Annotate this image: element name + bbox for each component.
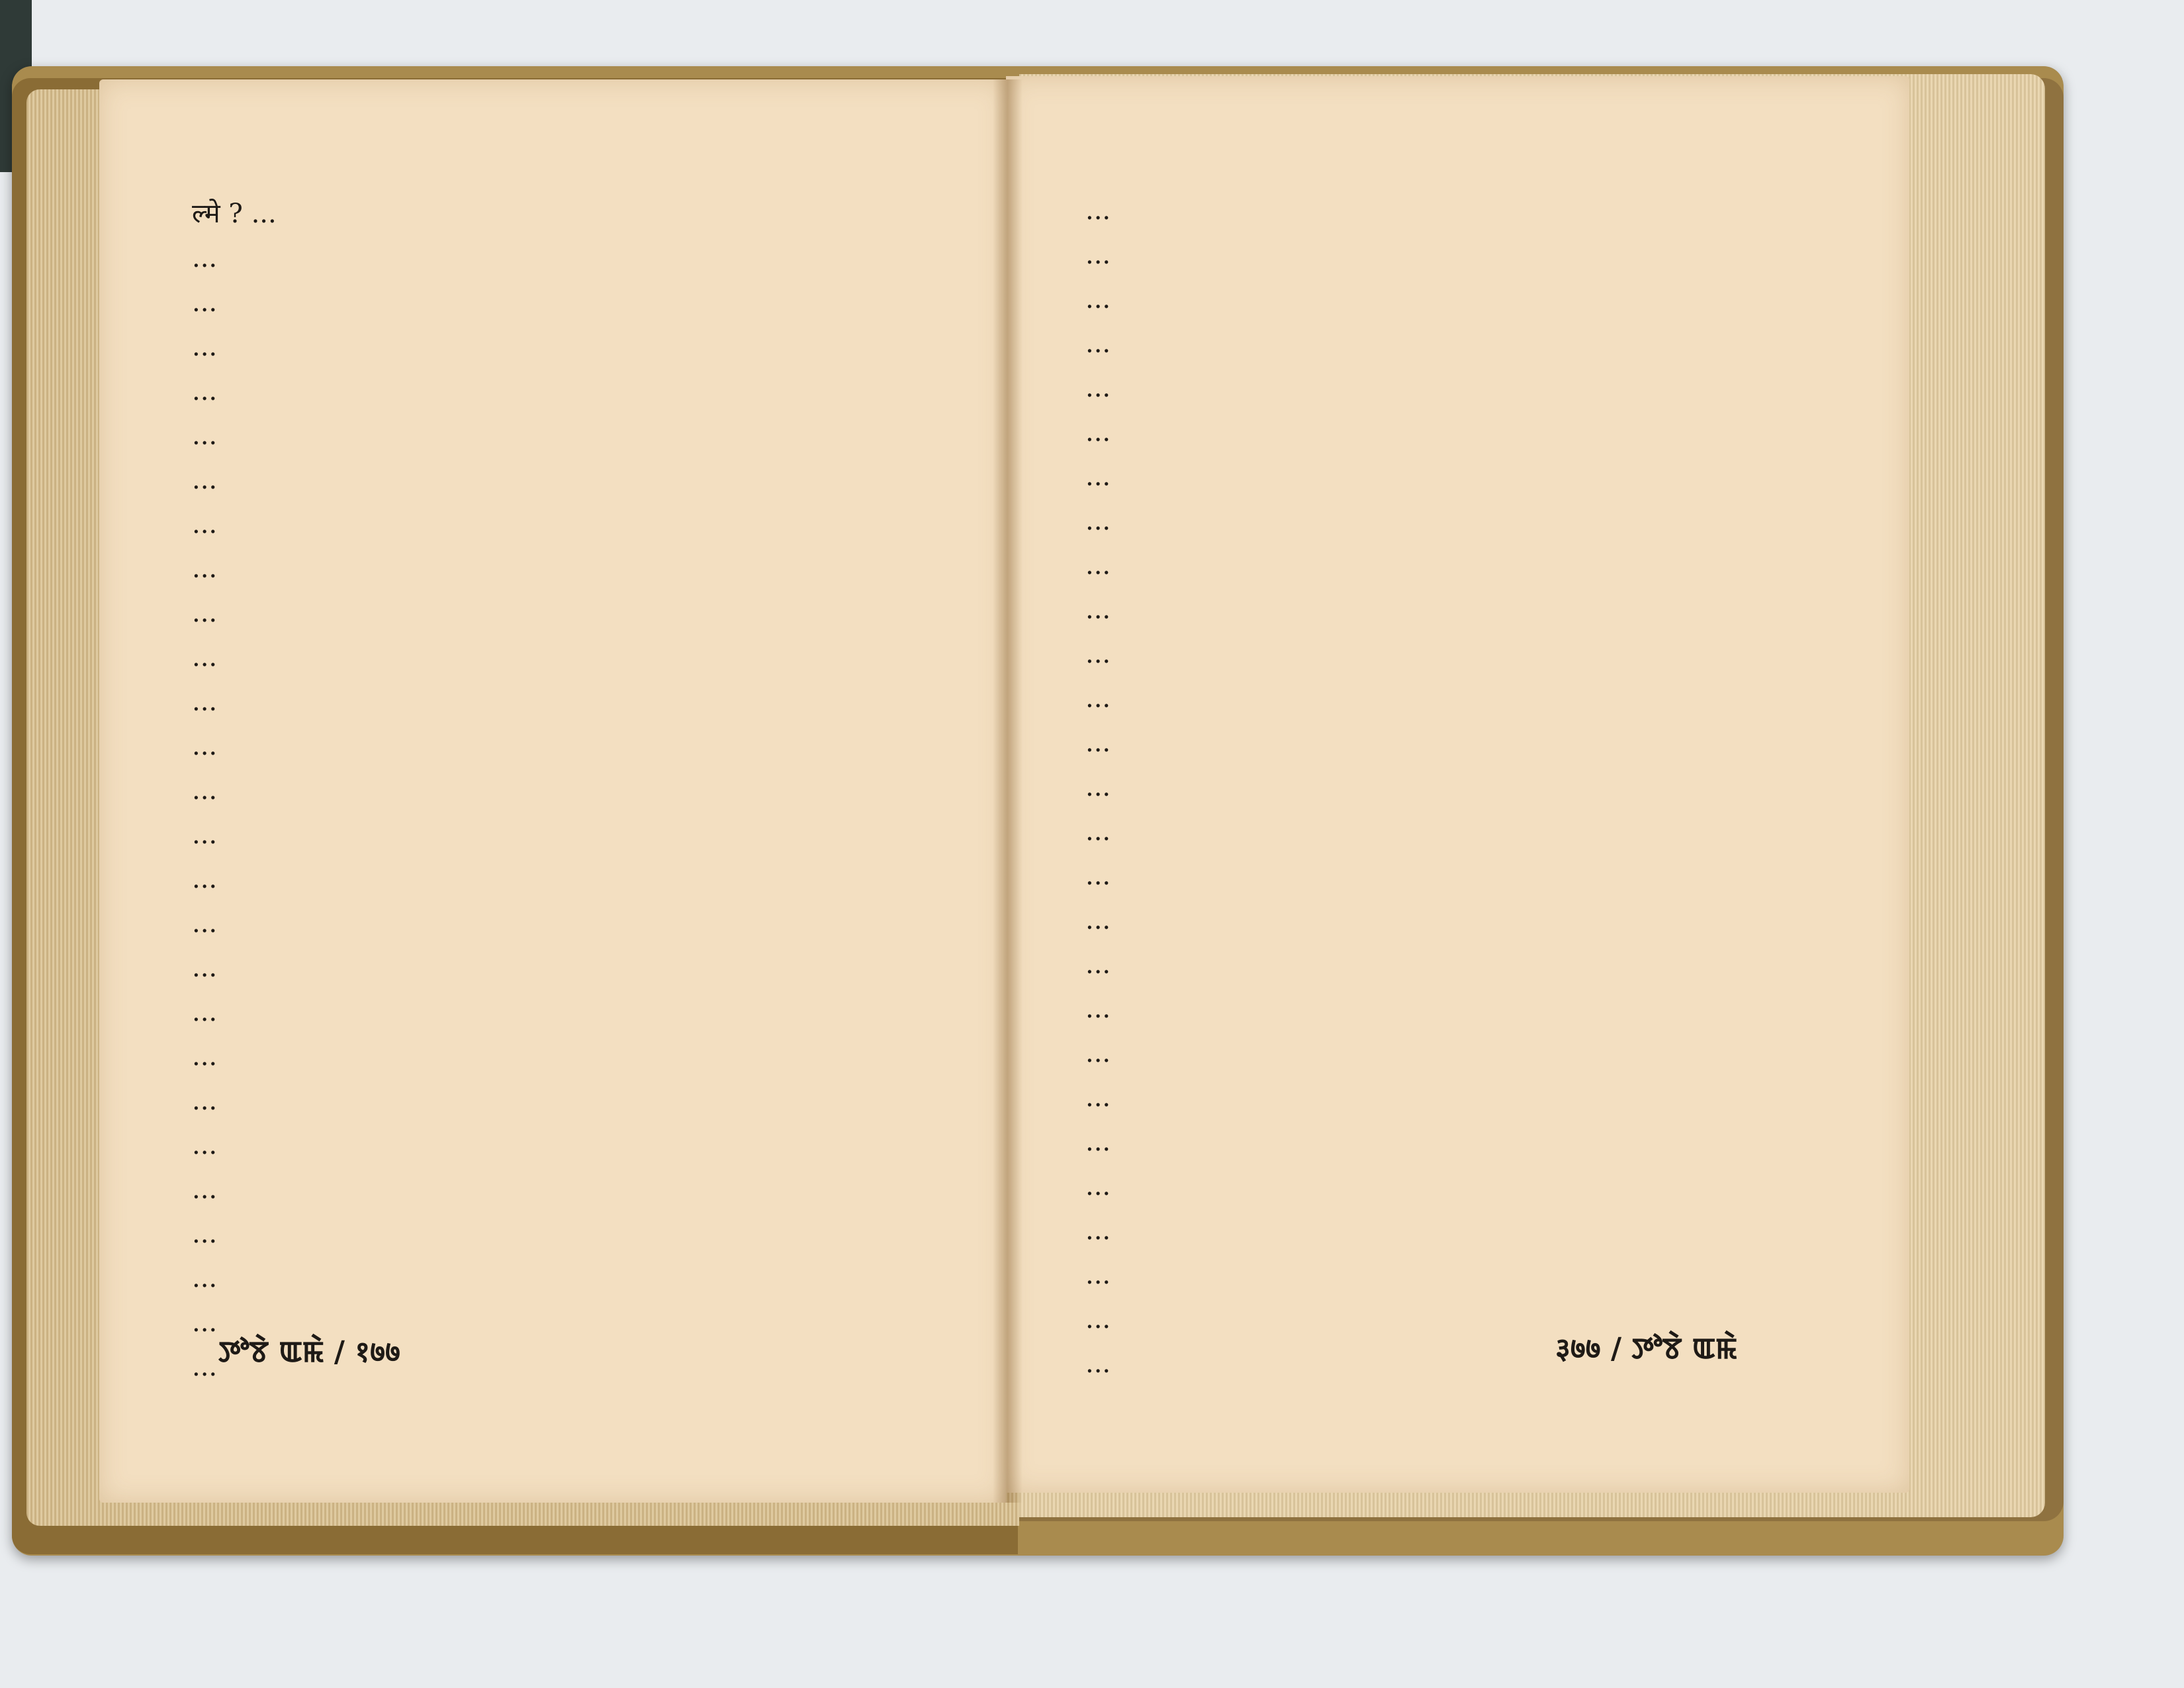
left-text-line: ... xyxy=(192,420,218,451)
left-text-line: ... xyxy=(192,1219,218,1249)
right-text-line: ... xyxy=(1085,727,1111,758)
right-text-line: ... xyxy=(1085,905,1111,935)
right-text-line: ... xyxy=(1085,1304,1111,1335)
right-text-line: ... xyxy=(1085,550,1111,581)
right-text-line: ... xyxy=(1085,683,1111,714)
right-text-line: ... xyxy=(1085,594,1111,625)
left-text-line: ... xyxy=(192,953,218,983)
left-text-line: ... xyxy=(192,642,218,673)
left-text-line: ... xyxy=(192,997,218,1027)
right-text-line: ... xyxy=(1085,328,1111,359)
left-text-line: ... xyxy=(192,465,218,495)
left-text-line: ... xyxy=(192,1041,218,1072)
right-text-line: ... xyxy=(1085,1348,1111,1379)
left-text-line: ... xyxy=(192,287,218,318)
right-text-line: ... xyxy=(1085,861,1111,891)
left-text-line: ... xyxy=(192,332,218,362)
left-text-line: ... xyxy=(192,1086,218,1116)
left-text-line: ... xyxy=(192,731,218,761)
right-text-line: ... xyxy=(1085,639,1111,669)
right-text-line: ... xyxy=(1085,1215,1111,1246)
right-text-line: ... xyxy=(1085,816,1111,847)
right-text-line: ... xyxy=(1085,373,1111,403)
right-text-line: ... xyxy=(1085,772,1111,802)
right-text-line: ... xyxy=(1085,284,1111,314)
right-text-line: ... xyxy=(1085,1038,1111,1068)
left-page-footer: ꯇꯣꯕꯥ ꯑꯃꯥ / १७७ xyxy=(218,1335,400,1369)
right-text-line: ... xyxy=(1085,1171,1111,1201)
left-text-line: ... xyxy=(192,553,218,584)
left-text-line: ... xyxy=(192,864,218,894)
right-text-line: ... xyxy=(1085,506,1111,536)
left-text-line: ... xyxy=(192,1130,218,1160)
left-text-line: ... xyxy=(192,1263,218,1293)
left-text-line: ... xyxy=(192,908,218,939)
left-text-line: ... xyxy=(192,598,218,628)
left-text-line: ... xyxy=(192,775,218,806)
left-text-line: ... xyxy=(192,509,218,539)
left-text-line: ... xyxy=(192,1352,218,1382)
right-text-line: ... xyxy=(1085,1260,1111,1290)
left-text-line: ... xyxy=(192,376,218,406)
left-text-line: ... xyxy=(192,686,218,717)
right-text-line: ... xyxy=(1085,417,1111,447)
book-gutter xyxy=(993,79,1023,1503)
right-text-line: ... xyxy=(1085,1127,1111,1157)
right-page-footer: ३७७ / ꯇꯣꯕꯥ ꯑꯃꯥ xyxy=(1555,1332,1737,1366)
left-text-line: ... xyxy=(192,1174,218,1205)
right-text-line: ... xyxy=(1085,195,1111,226)
left-text-line: ल्‍मे ? ... xyxy=(192,199,277,229)
right-text-line: ... xyxy=(1085,994,1111,1024)
right-text-line: ... xyxy=(1085,461,1111,492)
left-page-text xyxy=(192,192,867,1389)
right-text-line: ... xyxy=(1085,949,1111,980)
right-page-text xyxy=(1085,189,1810,1386)
left-text-line: ... xyxy=(192,243,218,273)
left-text-line: ... xyxy=(192,820,218,850)
right-text-line: ... xyxy=(1085,1082,1111,1113)
right-text-line: ... xyxy=(1085,240,1111,270)
left-text-line: ... xyxy=(192,1307,218,1338)
